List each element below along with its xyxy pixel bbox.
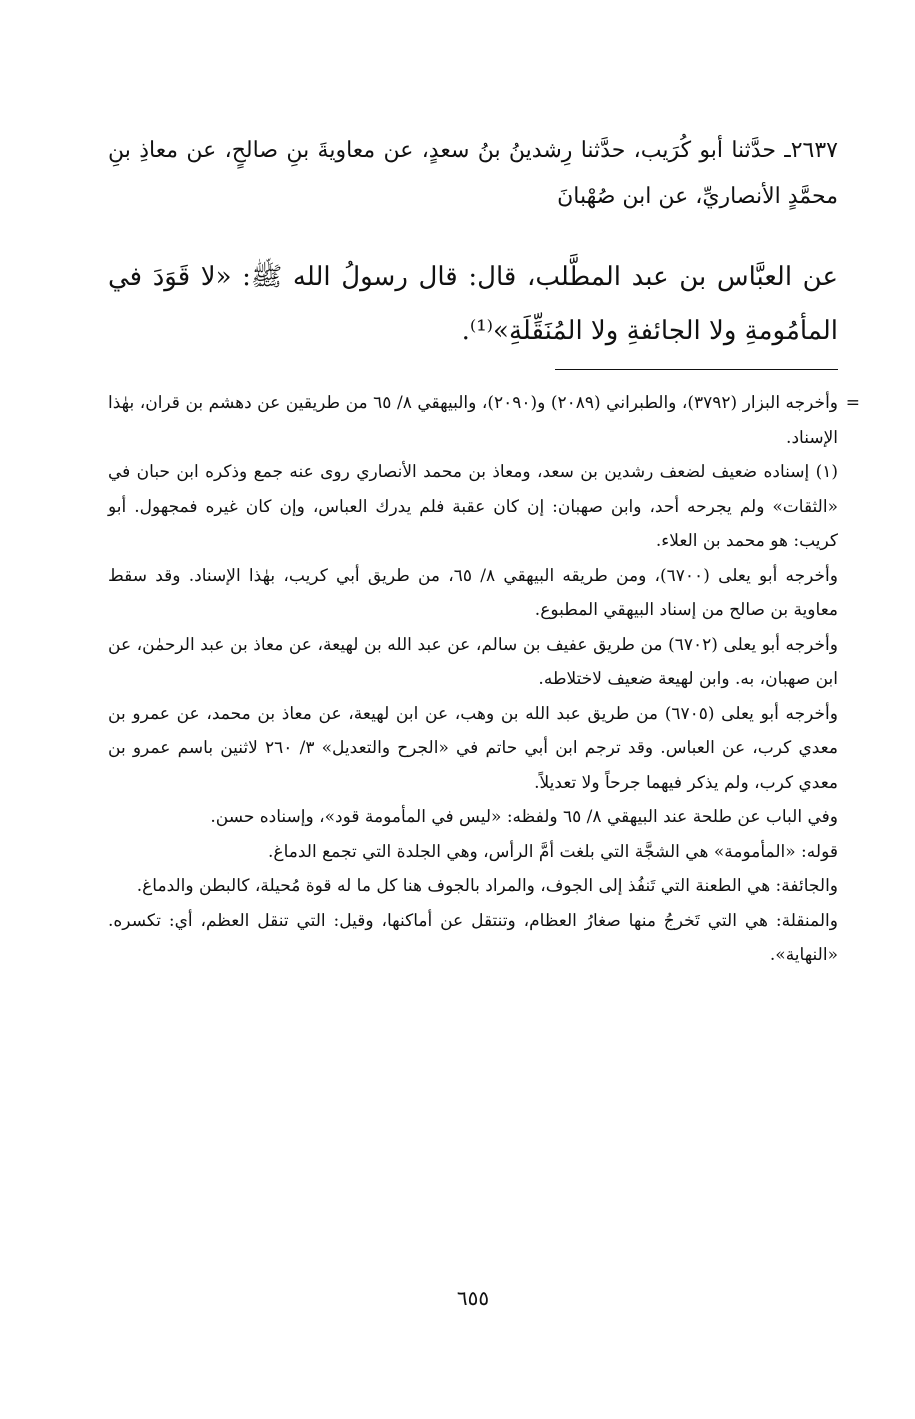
footnote-paragraph-8: والجائفة: هي الطعنة التي تَنفُذ إلى الجوف، والمراد بالجوف هنا كل ما له قوة مُحيلة، كالبطن والدماغ.: [136, 876, 838, 896]
footnote-paragraph-1: [108, 386, 860, 455]
footnote-paragraph-3: وأخرجه أبو يعلى (٦٧٠٠)، ومن طريقه البيهقي ٨/ ٦٥، من طريق أبي كريب، بهٰذا الإسناد. وقد سقط معاوية بن صالح من إسناد البيهقي المطبوع.: [108, 565, 838, 620]
footnote-paragraph-7: قوله: «المأمومة» هي الشجَّة التي بلغت أمَّ الرأس، وهي الجلدة التي تجمع الدماغ.: [268, 841, 838, 862]
page-number: ٦٥٥: [456, 1286, 490, 1310]
footnote-paragraph-5: وأخرجه أبو يعلى (٦٧٠٥) من طريق عبد الله بن وهب، عن ابن لهيعة، عن معاذ بن محمد، عن عمرو بن معدي كرب، عن العباس. وقد ترجم ابن أبي حاتم في «الجرح والتعديل» ٣/ ٢٦٠ لاثنين باسم عمرو بن معدي كرب، ولم يذكر فيهما جرحاً ولا تعديلاً.: [108, 703, 838, 793]
footnote-paragraph-4: وأخرجه أبو يعلى (٦٧٠٢) من طريق عفيف بن سالم، عن عبد الله بن لهيعة، عن معاذ بن عبد الرحمٰن، عن ابن صهبان، به. وابن لهيعة ضعيف لاختلاطه.: [108, 634, 838, 689]
footnote-divider: [555, 369, 838, 370]
continuation-mark: =: [845, 393, 860, 413]
footnote-paragraph-9: والمنقلة: هي التي تَخرجُ منها صغارُ العظام، وتنتقل عن أماكنها، وقيل: التي تنقل العظم، أي: تكسره. «النهاية».: [108, 910, 838, 965]
hadith-isnad-text: ٢٦٣٧ـ حدَّثنا أبو كُرَيب، حدَّثنا رِشدينُ بنُ سعدٍ، عن معاويةَ بنِ صالحٍ، عن معاذِ بنِ محمَّدٍ الأنصاريِّ، عن ابن صُهْبانَ: [108, 138, 838, 209]
footnote-text: وأخرجه البزار (٣٧٩٢)، والطبراني (٢٠٨٩) و(٢٠٩٠)، والبيهقي ٨/ ٦٥ من طريقين عن دهشم بن قران، بهٰذا الإسناد.: [108, 393, 839, 448]
footnote-paragraph-6: وفي الباب عن طلحة عند البيهقي ٨/ ٦٥ ولفظه: «ليس في المأمومة قود»، وإسناده حسن.: [210, 807, 838, 827]
footnotes: [108, 386, 860, 973]
book-page: [108, 0, 860, 1419]
hadith-matn: [108, 250, 838, 358]
hadith-matn-text: عن العبَّاس بن عبد المطَّلب، قال: قال رسولُ الله ﷺ: «لا قَوَدَ في المأمُومةِ ولا الجائفةِ ولا المُنَقِّلَةِ»⁽¹⁾.: [108, 262, 838, 346]
footnote-paragraph-2: (١) إسناده ضعيف لضعف رشدين بن سعد، ومعاذ بن محمد الأنصاري روى عنه جمع وذكره ابن حبان في «الثقات» ولم يجرحه أحد، وابن صهبان: إن كان عقبة فلم يدرك العباس، وإن كان غيره فمجهول. أبو كريب: هو محمد بن العلاء.: [108, 462, 838, 551]
hadith-isnad: [108, 128, 838, 220]
